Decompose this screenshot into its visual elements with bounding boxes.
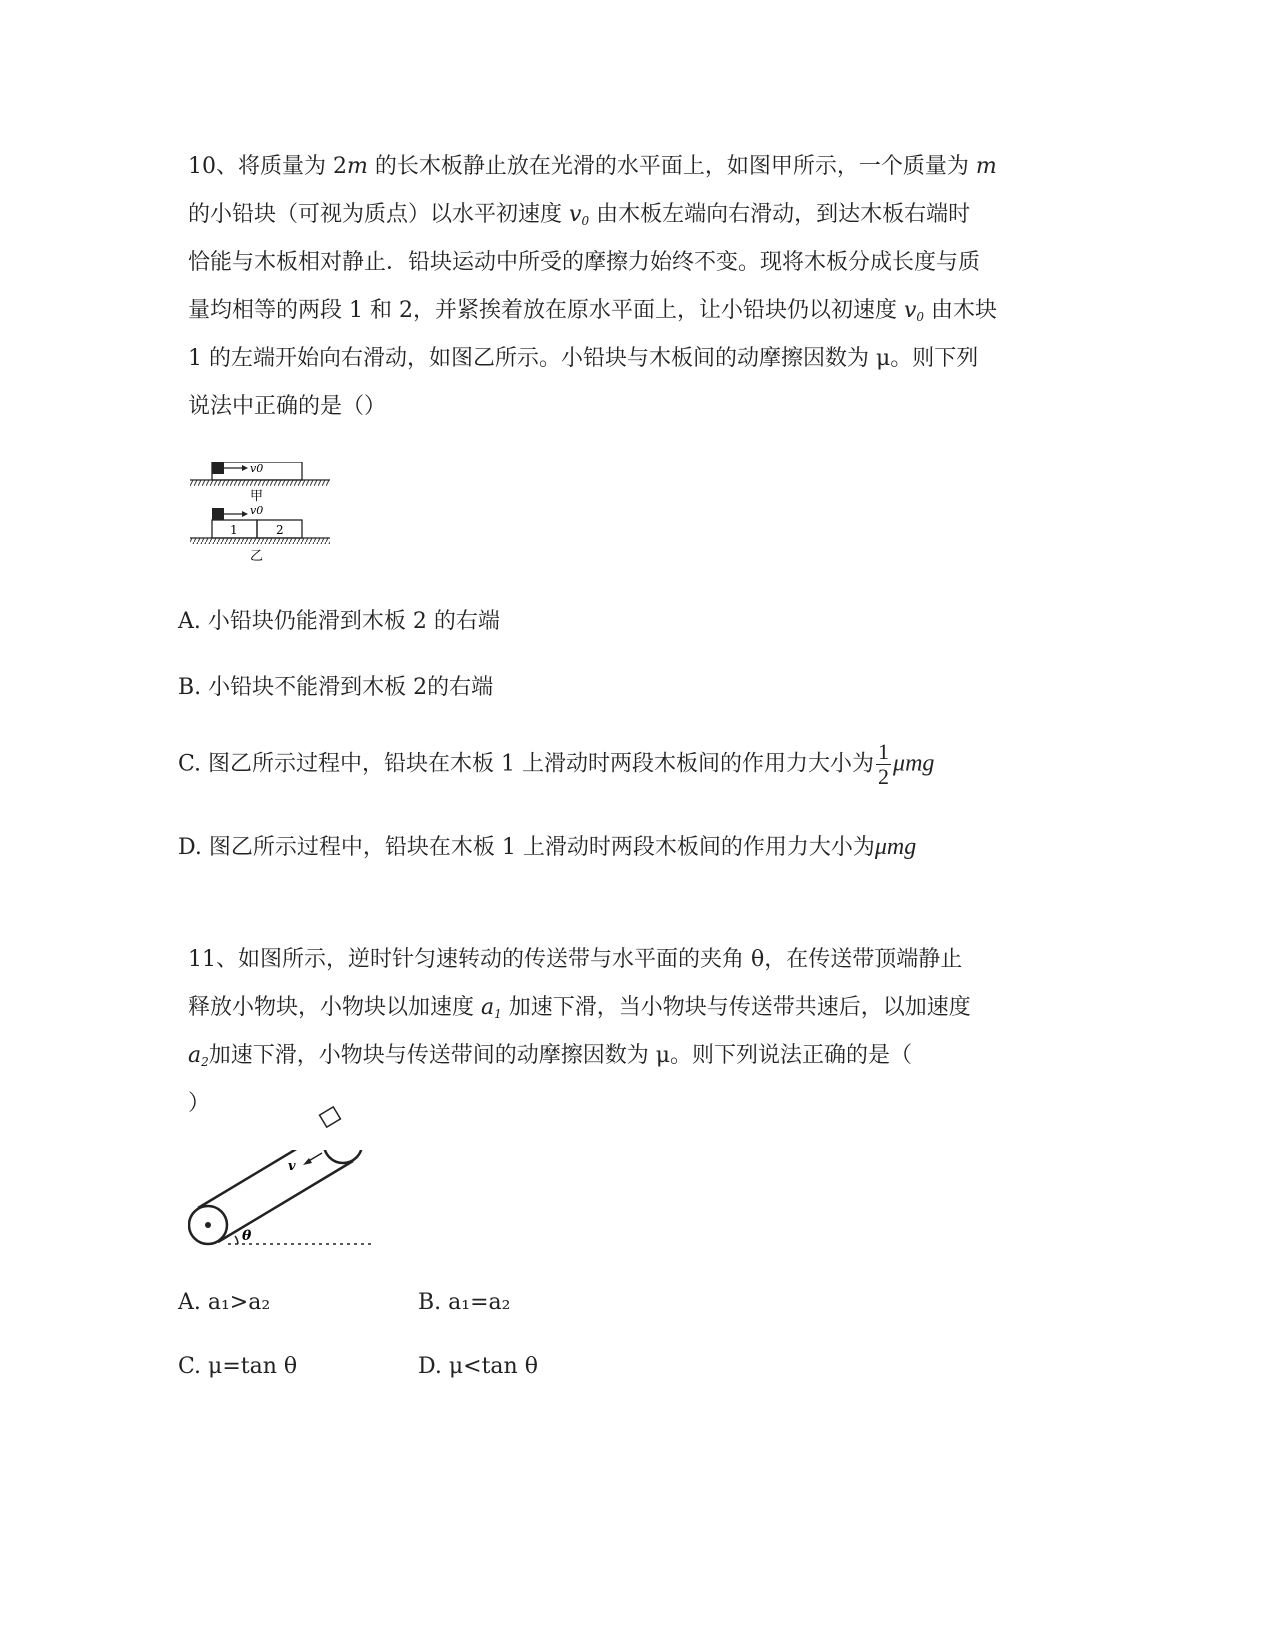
q10-option-b: B. 小铅块不能滑到木板 2的右端 <box>178 675 494 700</box>
q10-option-d <box>178 830 916 861</box>
angle-arc <box>235 1236 238 1244</box>
question-10 <box>188 143 1088 431</box>
q11-var-a1 <box>481 995 502 1020</box>
subscript: 2 <box>201 1055 209 1069</box>
ground-hatch <box>190 538 330 544</box>
board-1-label: 1 <box>230 523 238 537</box>
q10-text: 10、将质量为 2 <box>188 154 347 179</box>
q11-line-4: ） <box>188 1091 211 1116</box>
q11-text: 释放小物块，小物块以加速度 <box>188 995 481 1020</box>
q11-text: 加速下滑，当小物块与传送带共速后，以加速度 <box>501 995 971 1020</box>
q11-line-1: 11、如图所示，逆时针匀速转动的传送带与水平面的夹角 θ，在传送带顶端静止 <box>188 947 963 972</box>
figure-yi <box>190 504 330 564</box>
q10-line-1 <box>188 143 1088 191</box>
q10-text: 说法中正确的是（） <box>188 394 387 419</box>
v0-label: v0 <box>250 504 264 517</box>
fraction-numerator: 1 <box>878 739 890 764</box>
q10-line-3 <box>188 239 1088 287</box>
lead-block <box>212 462 224 474</box>
q10-var-m: m <box>975 154 997 179</box>
var-a: a <box>188 1043 202 1068</box>
q10-figure <box>190 462 340 587</box>
q10-option-d-text: D. 图乙所示过程中，铅块在木板 1 上滑动时两段木板间的作用力大小为 <box>178 835 875 860</box>
q11-option-c: C. μ=tan θ <box>178 1354 298 1379</box>
subscript: 1 <box>494 1007 502 1021</box>
theta-label: θ <box>242 1228 252 1244</box>
q10-text: 的长木板静止放在光滑的水平面上，如图甲所示，一个质量为 <box>367 154 976 179</box>
belt-lower <box>218 1161 353 1242</box>
q10-var-v0: $v_0$ <box>569 202 590 228</box>
figure-jia <box>190 462 330 504</box>
fraction-one-half <box>876 740 891 789</box>
arrowhead-icon <box>242 511 248 517</box>
q10-line-5 <box>188 335 1088 383</box>
question-11 <box>188 936 1088 1128</box>
q10-line-6 <box>188 383 1088 431</box>
lead-block <box>212 508 224 520</box>
q11-line-3 <box>188 1032 1088 1080</box>
ground-hatch <box>190 480 330 486</box>
jia-label: 甲 <box>250 489 264 504</box>
q10-option-c-text: C. 图乙所示过程中，铅块在木板 1 上滑动时两段木板间的作用力大小为 <box>178 751 875 777</box>
pulley-axle <box>205 1222 211 1228</box>
q10-var-m: m <box>347 154 368 179</box>
q10-line-4 <box>188 287 1088 335</box>
var-a: a <box>481 995 495 1020</box>
q10-text: 的小铅块（可视为质点）以水平初速度 <box>188 202 569 227</box>
q11-text: 加速下滑，小物块与传送带间的动摩擦因数为 μ。则下列说法正确的是（ <box>208 1043 913 1068</box>
q11-option-a: A. a₁>a₂ <box>178 1290 271 1315</box>
mu-mg: μmg <box>893 750 935 777</box>
block-on-belt <box>320 1107 341 1127</box>
board-2-label: 2 <box>276 523 284 537</box>
fraction-denominator: 2 <box>878 764 890 789</box>
yi-label: 乙 <box>250 549 264 564</box>
q10-text: 1 的左端开始向右滑动，如图乙所示。小铅块与木板间的动摩擦因数为 μ。则下列 <box>188 346 979 371</box>
q11-line-2 <box>188 984 1088 1032</box>
q10-line-2 <box>188 191 1088 239</box>
q11-var-a2 <box>188 1043 209 1068</box>
q10-text: 量均相等的两段 1 和 2，并紧挨着放在原水平面上，让小铅块仍以初速度 <box>188 298 904 323</box>
q10-text: 由木块 <box>924 298 998 323</box>
top-pulley <box>324 1150 362 1163</box>
v-label: v <box>288 1159 296 1174</box>
arrowhead-icon <box>242 465 248 471</box>
q11-option-b: B. a₁=a₂ <box>418 1290 511 1315</box>
q10-option-a: A. 小铅块仍能滑到木板 2 的右端 <box>178 609 500 634</box>
conveyor-belt-figure <box>188 1150 378 1250</box>
v0-label: v0 <box>250 462 264 475</box>
small-block <box>318 1104 348 1134</box>
q10-option-c <box>178 740 934 789</box>
mu-mg: μmg <box>874 834 917 860</box>
q10-text: 恰能与木板相对静止．铅块运动中所受的摩擦力始终不变。现将木板分成长度与质 <box>188 250 981 275</box>
q10-var-v0: $v_0$ <box>903 298 925 324</box>
q11-option-d: D. μ<tan θ <box>418 1354 538 1379</box>
q10-text: 由木板左端向右滑动，到达木板右端时 <box>589 202 971 227</box>
